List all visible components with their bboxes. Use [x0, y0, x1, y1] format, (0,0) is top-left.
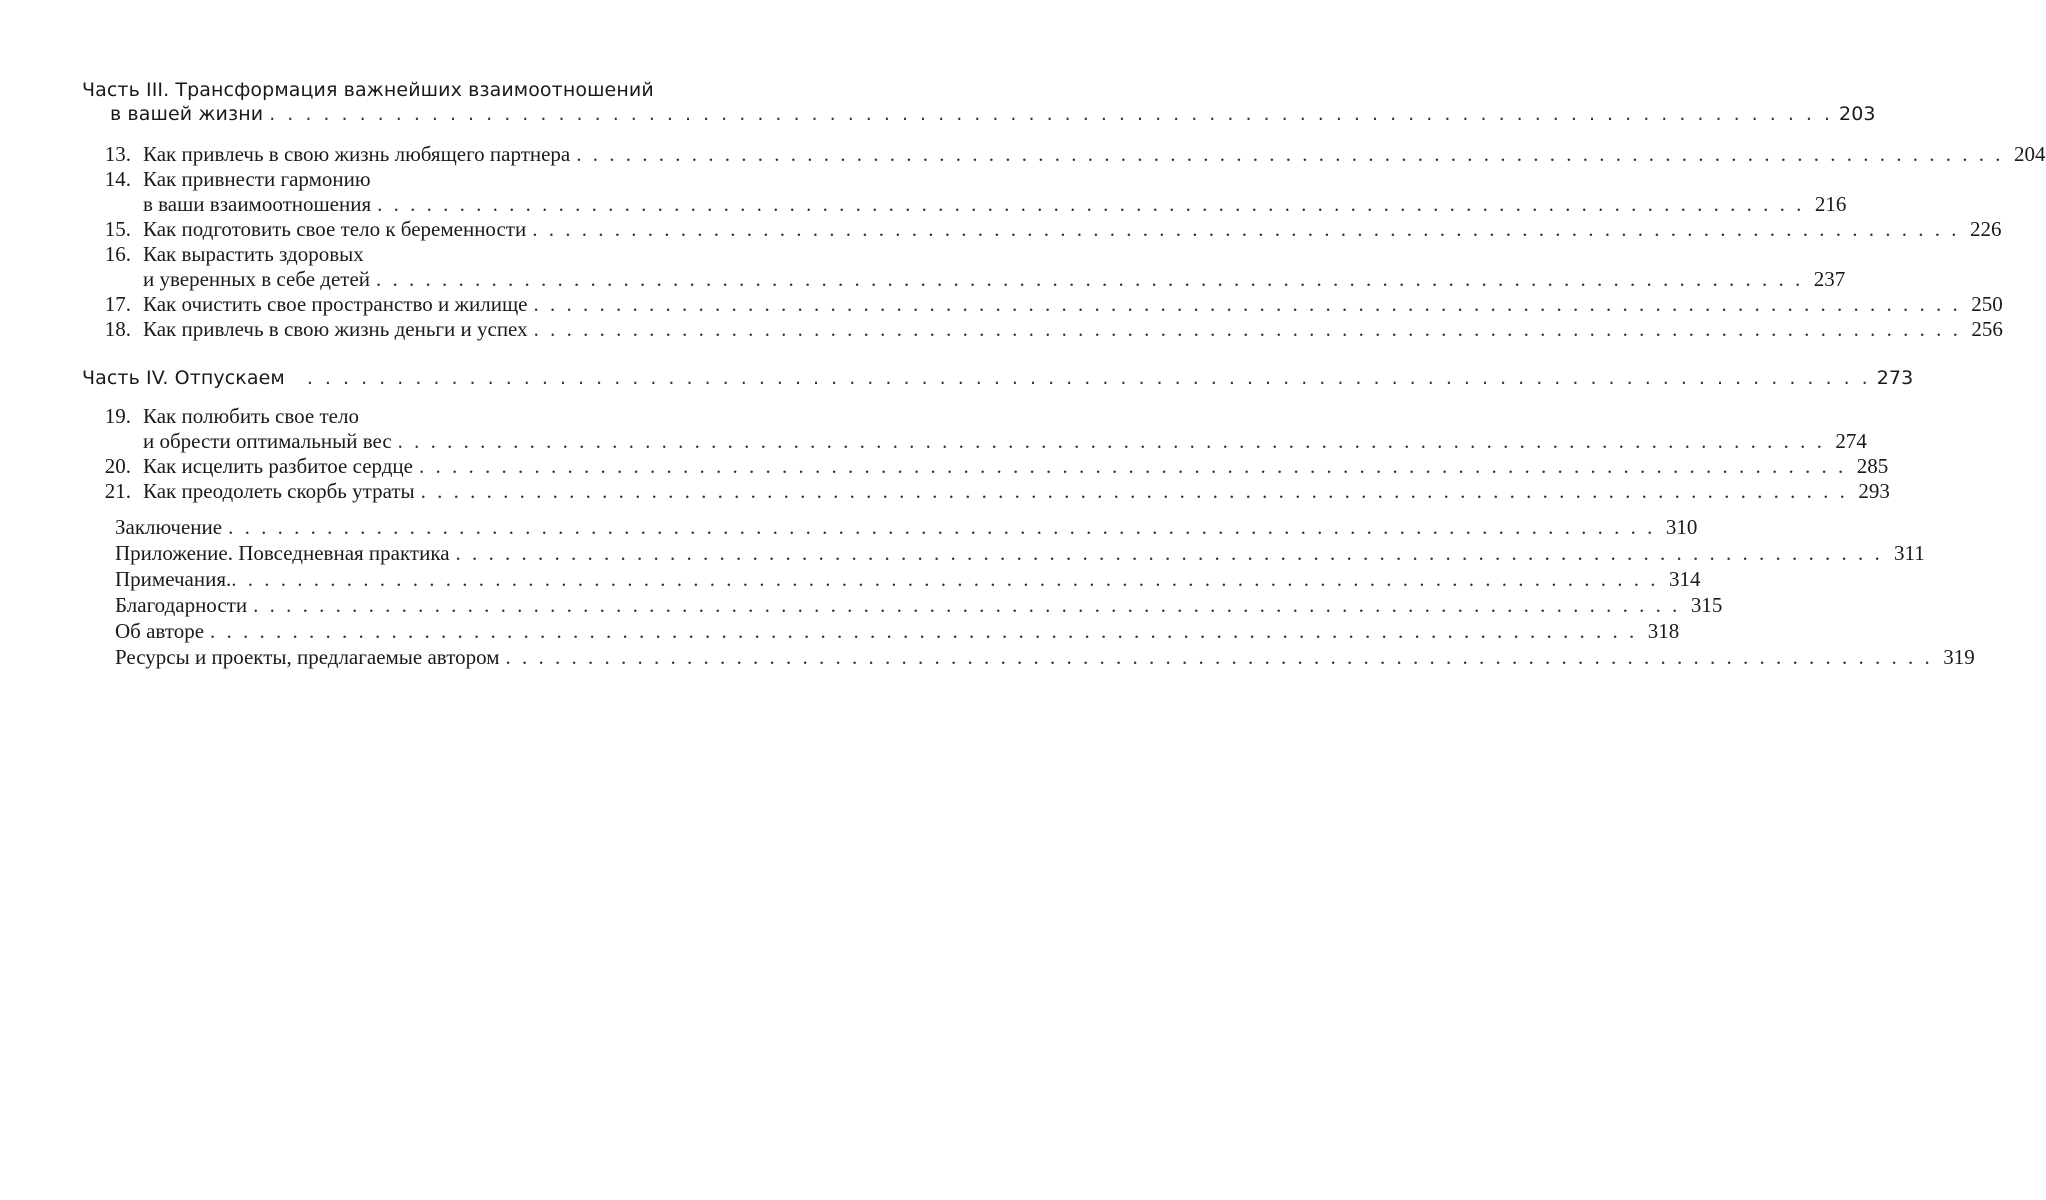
chapter-number: 15. — [104, 217, 131, 241]
toc-entry-acknowledgements[interactable] — [115, 592, 1723, 618]
toc-entry-chapter-20[interactable] — [88, 453, 1889, 479]
entry-title: Об авторе — [115, 619, 205, 643]
toc-entry-chapter-19-line2[interactable] — [143, 428, 1867, 454]
toc-entry-chapter-14-line1[interactable] — [88, 166, 674, 192]
leader-dots — [210, 618, 1637, 644]
toc-entry-part-4[interactable] — [82, 365, 1914, 391]
leader-dots — [253, 592, 1680, 618]
chapter-number: 13. — [104, 142, 131, 166]
chapter-title: Как привлечь в свою жизнь любящего партнера — [143, 142, 571, 166]
page-number: 293 — [1858, 479, 1890, 503]
toc-entry-notes[interactable] — [115, 566, 1701, 592]
leader-dots — [228, 514, 1655, 540]
chapter-title-line1: Как вырастить здоровых — [143, 242, 364, 266]
page-number: 204 — [2014, 142, 2046, 166]
page-number: 310 — [1665, 515, 1698, 539]
page-number: 256 — [1971, 317, 2003, 341]
leader-dots — [533, 291, 1960, 317]
page-number: 237 — [1813, 267, 1846, 291]
toc-entry-appendix[interactable] — [115, 540, 1925, 566]
leader-dots — [534, 316, 1961, 342]
page-number: 250 — [1971, 292, 2003, 316]
chapter-title-line2: и уверенных в себе детей — [143, 267, 371, 291]
leader-dots — [398, 428, 1825, 454]
entry-title: Благодарности — [115, 593, 248, 617]
leader-dots — [269, 101, 1833, 127]
chapter-number: 19. — [104, 404, 131, 428]
leader-dots — [505, 644, 1932, 670]
leader-dots — [231, 566, 1658, 592]
chapter-title-line1: Как полюбить свое тело — [143, 404, 359, 428]
toc-entry-chapter-14-line2[interactable] — [143, 191, 1847, 217]
toc-entry-part-3[interactable] — [110, 101, 1876, 127]
entry-title: Заключение — [115, 515, 223, 539]
toc-entry-chapter-16-line1[interactable] — [88, 241, 674, 267]
page-number: 315 — [1690, 593, 1723, 617]
page-number: 318 — [1647, 619, 1680, 643]
toc-entry-chapter-21[interactable] — [88, 478, 1890, 504]
chapter-title-line1: Как привнести гармонию — [143, 167, 371, 191]
chapter-title: Как привлечь в свою жизнь деньги и успех — [143, 317, 528, 341]
page-number: 285 — [1856, 454, 1889, 478]
chapter-number: 14. — [104, 167, 131, 191]
page-number: 311 — [1894, 541, 1925, 565]
chapter-title: Как исцелить разбитое сердце — [143, 454, 413, 478]
page-number: 314 — [1669, 567, 1701, 591]
page-number: 226 — [1969, 217, 2002, 241]
toc-entry-chapter-13[interactable] — [88, 141, 2046, 167]
toc-entry-chapter-18[interactable] — [88, 316, 2003, 342]
chapter-number: 18. — [104, 317, 131, 341]
part-3-heading-line2: в вашей жизни — [110, 103, 264, 125]
part-3-heading-line1: Часть III. Трансформация важнейших взаимоотношений — [82, 79, 654, 101]
chapter-number: 17. — [104, 292, 131, 316]
chapter-number: 21. — [104, 479, 131, 503]
page-number: 273 — [1876, 367, 1914, 389]
chapter-title-line2: и обрести оптимальный вес — [143, 429, 392, 453]
chapter-title: Как очистить свое пространство и жилище — [143, 292, 528, 316]
page-number: 216 — [1814, 192, 1847, 216]
leader-dots — [456, 540, 1883, 566]
chapter-number: 20. — [104, 454, 131, 478]
entry-title: Приложение. Повседневная практика — [115, 541, 450, 565]
toc-entry-about-author[interactable] — [115, 618, 1680, 644]
leader-dots — [419, 453, 1846, 479]
chapter-title: Как преодолеть скорбь утраты — [143, 479, 415, 503]
leader-dots — [421, 478, 1848, 504]
leader-dots — [576, 141, 2003, 167]
toc-entry-conclusion[interactable] — [115, 514, 1698, 540]
leader-dots — [532, 216, 1959, 242]
toc-entry-chapter-19-line1[interactable] — [88, 403, 674, 429]
chapter-title-line2: в ваши взаимоотношения — [143, 192, 372, 216]
page-number: 274 — [1835, 429, 1867, 453]
leader-dots — [307, 365, 1871, 391]
leader-dots — [376, 266, 1803, 292]
chapter-title: Как подготовить свое тело к беременности — [143, 217, 527, 241]
part-4-heading: Часть IV. Отпускаем — [82, 367, 285, 389]
page-number: 203 — [1839, 103, 1876, 125]
entry-title: Ресурсы и проекты, предлагаемые автором — [115, 645, 500, 669]
chapter-number: 16. — [104, 242, 131, 266]
entry-title: Примечания. — [115, 567, 232, 591]
toc-entry-chapter-15[interactable] — [88, 216, 2002, 242]
toc-entry-resources[interactable] — [115, 644, 1975, 670]
toc-entry-chapter-17[interactable] — [88, 291, 2003, 317]
leader-dots — [377, 191, 1804, 217]
toc-entry-chapter-16-line2[interactable] — [143, 266, 1846, 292]
page-number: 319 — [1943, 645, 1975, 669]
